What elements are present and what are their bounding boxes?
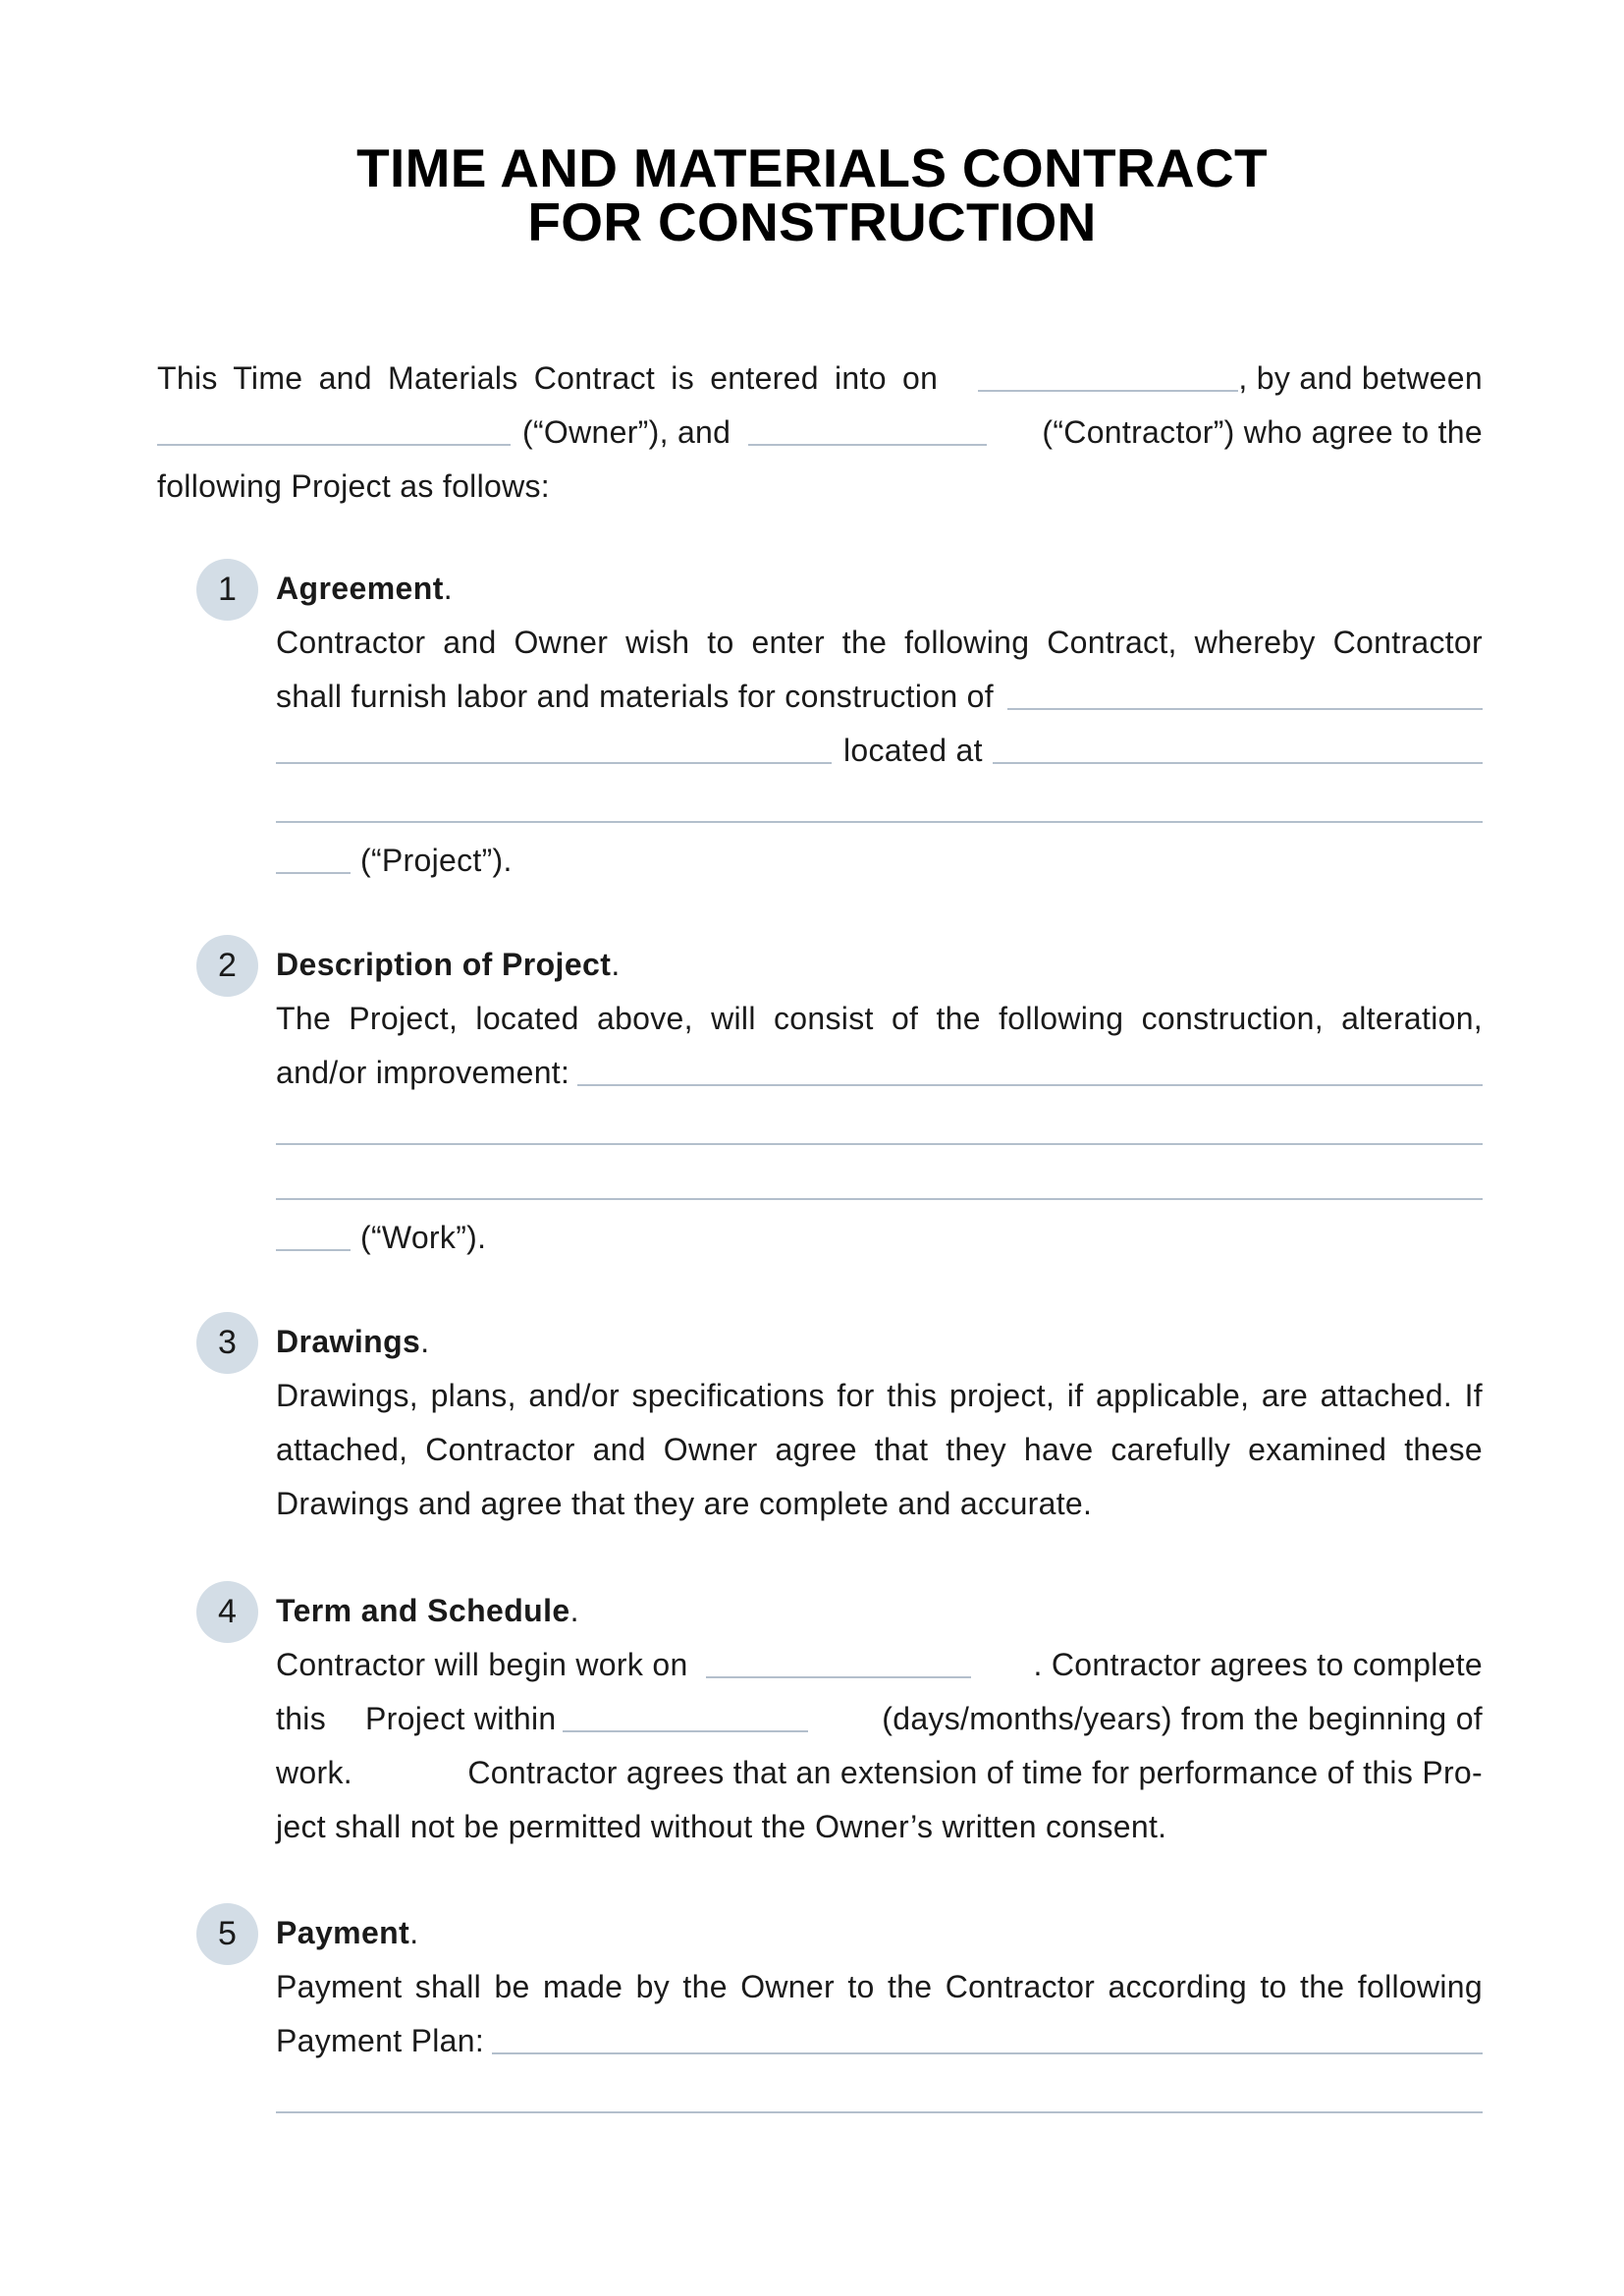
section-heading: Term and Schedule. <box>276 1593 579 1628</box>
section-heading-text: Payment <box>276 1915 410 1950</box>
section-5-line-1 <box>276 1960 1483 2014</box>
section-text: The Project, located above, will consist of the following construction, alteration, <box>276 1001 1483 1036</box>
payment-plan-field[interactable] <box>492 2013 1483 2054</box>
section-text: this <box>276 1701 326 1736</box>
payment-plan-field-continued[interactable] <box>276 2111 1483 2113</box>
section-4-line-3 <box>276 1746 1483 1800</box>
section-number-badge: 5 <box>196 1903 258 1965</box>
construction-of-field-continued[interactable] <box>276 723 832 764</box>
owner-name-field[interactable] <box>157 405 511 446</box>
intro-line-2 <box>157 406 1483 460</box>
section-heading: Description of Project. <box>276 947 621 982</box>
section-text: Contractor and Owner wish to enter the following Contract, whereby Contractor <box>276 625 1483 660</box>
section-2-line-2 <box>276 1046 1483 1100</box>
work-description-field-end[interactable] <box>276 1210 351 1251</box>
title-line-2: FOR CONSTRUCTION <box>527 191 1097 252</box>
project-location-field[interactable] <box>993 723 1483 764</box>
section-1-line-1 <box>276 616 1483 670</box>
section-5-line-2 <box>276 2014 1483 2068</box>
section-1-line-2 <box>276 670 1483 724</box>
intro-line-1 <box>157 352 1483 406</box>
project-location-field-end[interactable] <box>276 833 351 874</box>
section-heading-text: Drawings <box>276 1324 421 1359</box>
section-text: (“Work”). <box>360 1220 487 1255</box>
intro-text: , by and between <box>1238 360 1483 396</box>
work-description-field-continued[interactable] <box>276 1198 1483 1200</box>
intro-text: (“Owner”), and <box>522 414 731 450</box>
document-title <box>0 137 1624 252</box>
project-location-field-continued[interactable] <box>276 821 1483 823</box>
section-text: Project within <box>365 1701 557 1736</box>
intro-text: (“Contractor”) who agree to the <box>1042 414 1483 450</box>
contractor-name-field[interactable] <box>748 405 987 446</box>
section-4-line-1 <box>276 1638 1483 1692</box>
section-text: (days/months/years) from the beginning of <box>882 1701 1483 1736</box>
drawings-paragraph: Drawings, plans, and/or specifications for this project, if applicable, are attached. If attached, Contractor and Owner agree that they have carefully examined these Drawings and agree that they are complete and accurate. <box>276 1378 1483 1521</box>
section-number-badge: 3 <box>196 1312 258 1374</box>
section-text: . Contractor agrees to complete <box>1033 1647 1483 1682</box>
intro-text: following Project as follows: <box>157 468 550 504</box>
section-text: Payment Plan: <box>276 2023 485 2058</box>
section-text: Payment shall be made by the Owner to the Contractor according to the following <box>276 1969 1483 2004</box>
title-line-1: TIME AND MATERIALS CONTRACT <box>356 137 1268 198</box>
section-1-line-5 <box>276 834 1483 888</box>
section-number-badge: 2 <box>196 935 258 997</box>
section-text: and/or improvement: <box>276 1055 570 1090</box>
section-number-badge: 1 <box>196 559 258 621</box>
intro-line-3 <box>157 460 1483 514</box>
section-4-line-2 <box>276 1692 1483 1746</box>
intro-text: This Time and Materials Contract is entered into on <box>157 360 939 396</box>
section-2-line-5 <box>276 1211 1483 1265</box>
section-heading: Agreement. <box>276 571 454 606</box>
work-description-field-continued[interactable] <box>276 1143 1483 1145</box>
section-heading-text: Agreement <box>276 571 444 606</box>
section-2-line-1 <box>276 992 1483 1046</box>
start-date-field[interactable] <box>706 1637 971 1678</box>
section-heading: Payment. <box>276 1915 419 1950</box>
construction-of-field[interactable] <box>1007 669 1483 710</box>
section-text: work. <box>276 1755 352 1790</box>
work-description-field[interactable] <box>577 1045 1483 1086</box>
section-text: located at <box>843 733 983 768</box>
section-text: Contractor will begin work on <box>276 1647 688 1682</box>
section-heading-text: Description of Project <box>276 947 612 982</box>
section-text: Contractor agrees that an extension of time for performance of this Pro- <box>467 1755 1483 1790</box>
completion-duration-field[interactable] <box>563 1691 808 1732</box>
section-text: (“Project”). <box>360 843 513 878</box>
contract-date-field[interactable] <box>978 351 1238 392</box>
section-text: shall furnish labor and materials for construction of <box>276 679 994 714</box>
section-number-badge: 4 <box>196 1581 258 1643</box>
section-heading-text: Term and Schedule <box>276 1593 570 1628</box>
section-text: ject shall not be permitted without the Owner’s written consent. <box>276 1809 1167 1844</box>
section-heading: Drawings. <box>276 1324 430 1359</box>
section-1-line-3 <box>276 724 1483 778</box>
section-4-line-4 <box>276 1800 1483 1854</box>
